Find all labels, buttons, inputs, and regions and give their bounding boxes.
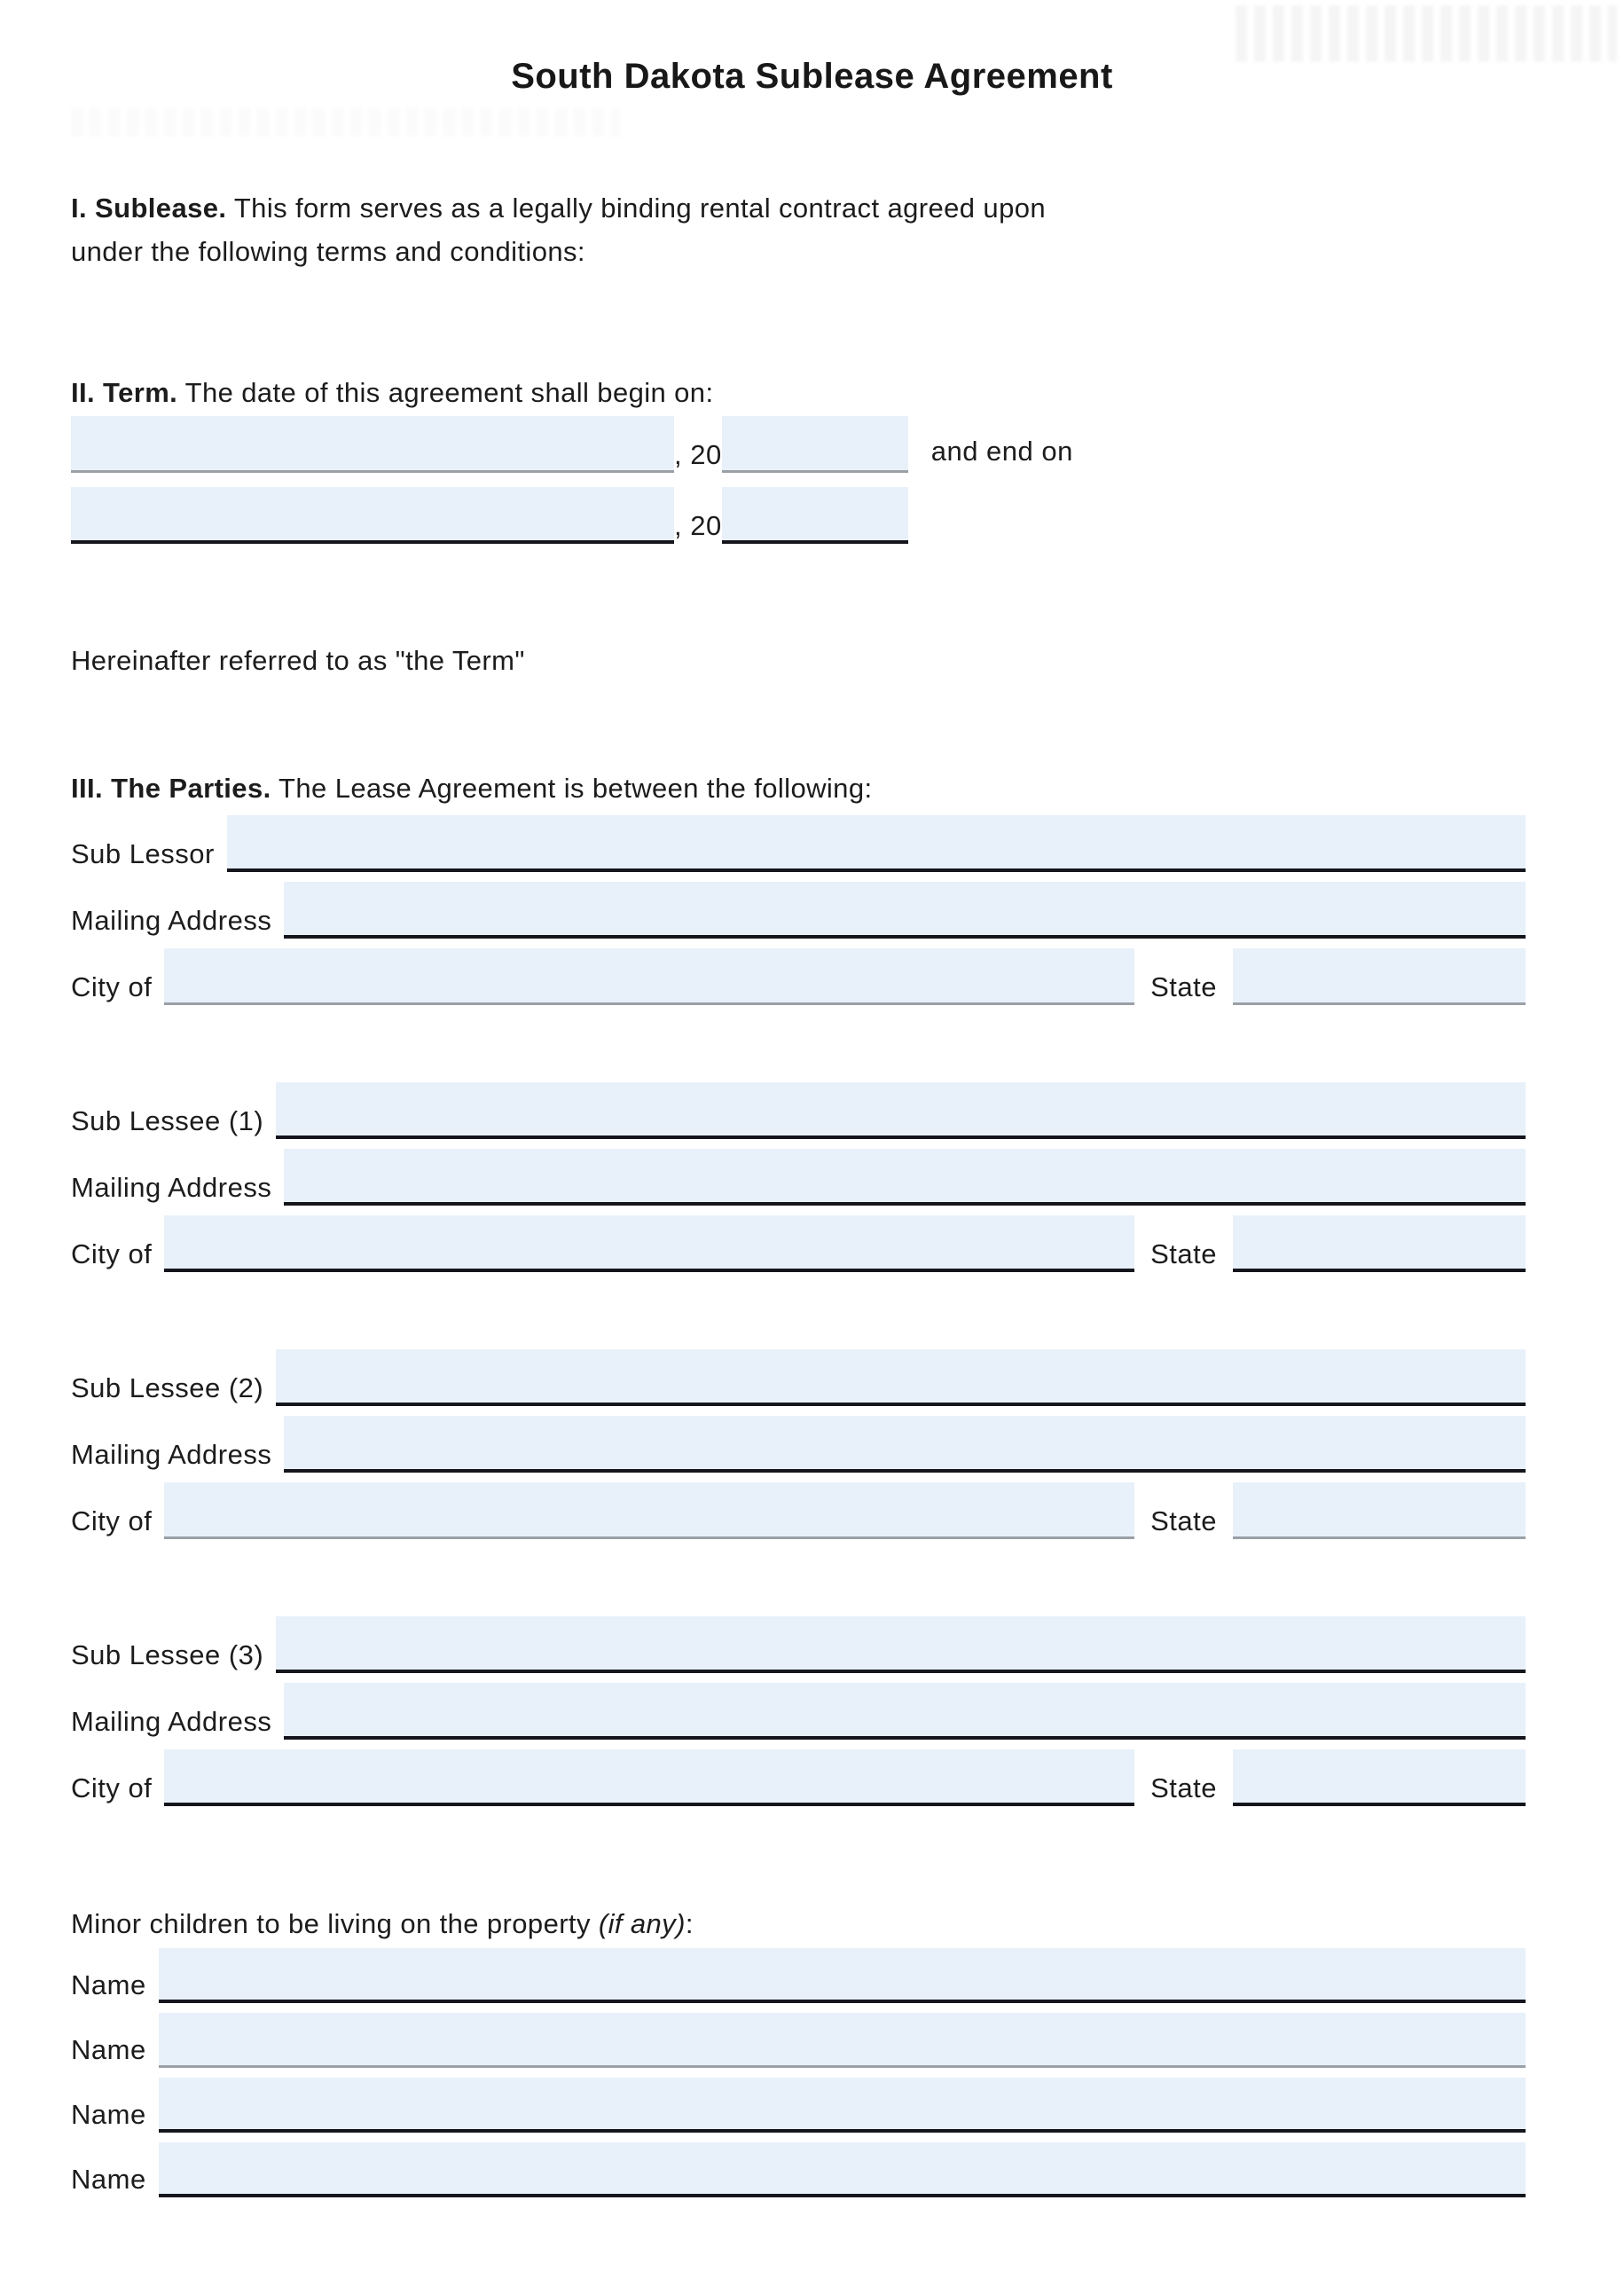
party-name-row bbox=[71, 1340, 1526, 1406]
party-name-row bbox=[71, 1607, 1526, 1673]
sub-lessee-1-name-field[interactable] bbox=[276, 1082, 1526, 1139]
hereinafter-note: Hereinafter referred to as "the Term" bbox=[71, 645, 525, 676]
term-begin-row bbox=[71, 416, 1526, 473]
name-label: Name bbox=[71, 2099, 146, 2130]
sub-lessor-city-field[interactable] bbox=[164, 948, 1134, 1005]
city-state-row bbox=[71, 939, 1526, 1005]
sub-lessor-state-field[interactable] bbox=[1233, 948, 1526, 1005]
section-term-heading: II. Term. bbox=[71, 377, 178, 408]
section-sublease-heading: I. Sublease. bbox=[71, 193, 227, 224]
sub-lessee-2-city-field[interactable] bbox=[164, 1482, 1134, 1539]
sub-lessee-3-name-field[interactable] bbox=[276, 1616, 1526, 1673]
mailing-address-row bbox=[71, 1673, 1526, 1740]
minor-children-prefix: Minor children to be living on the property bbox=[71, 1908, 599, 1939]
section-sublease bbox=[71, 186, 1490, 273]
party-name-label: Sub Lessee (1) bbox=[71, 1105, 264, 1136]
party-name-label: Sub Lessor bbox=[71, 838, 215, 869]
name-row bbox=[71, 2133, 1526, 2197]
term-begin-year-prefix: , 20 bbox=[674, 439, 722, 470]
term-begin-year-field[interactable] bbox=[722, 416, 908, 473]
city-of-label: City of bbox=[71, 1505, 153, 1536]
sub-lessee-1-mailing-address-field[interactable] bbox=[284, 1149, 1526, 1206]
sub-lessee-2-state-field[interactable] bbox=[1233, 1482, 1526, 1539]
term-and-end-on-label: and end on bbox=[930, 436, 1073, 467]
mailing-address-row bbox=[71, 1406, 1526, 1473]
section-parties-heading-line bbox=[71, 766, 872, 810]
mailing-address-row bbox=[71, 1139, 1526, 1206]
sub-lessee-2-mailing-address-field[interactable] bbox=[284, 1416, 1526, 1473]
minor-name-2-field[interactable] bbox=[159, 2013, 1526, 2068]
sub-lessee-1-state-field[interactable] bbox=[1233, 1215, 1526, 1272]
party-block-sub-lessee-1 bbox=[71, 1073, 1526, 1272]
party-block-sub-lessee-2 bbox=[71, 1340, 1526, 1539]
term-end-row bbox=[71, 487, 1526, 544]
sub-lessee-1-city-field[interactable] bbox=[164, 1215, 1134, 1272]
name-row bbox=[71, 2003, 1526, 2068]
name-label: Name bbox=[71, 2034, 146, 2065]
section-parties-heading: III. The Parties. bbox=[71, 773, 271, 804]
minor-name-1-field[interactable] bbox=[159, 1948, 1526, 2003]
city-state-row bbox=[71, 1206, 1526, 1272]
state-label: State bbox=[1150, 971, 1217, 1002]
minor-children-names bbox=[71, 1938, 1526, 2197]
page-title: South Dakota Sublease Agreement bbox=[511, 57, 1113, 96]
party-block-sub-lessor bbox=[71, 805, 1526, 1005]
state-label: State bbox=[1150, 1238, 1217, 1269]
name-label: Name bbox=[71, 1969, 146, 2000]
parties-blocks bbox=[71, 805, 1526, 1874]
term-end-date-field[interactable] bbox=[71, 487, 674, 544]
term-end-year-prefix: , 20 bbox=[674, 510, 722, 541]
section-term-heading-line bbox=[71, 371, 713, 414]
mailing-address-label: Mailing Address bbox=[71, 905, 272, 936]
term-begin-date-field[interactable] bbox=[71, 416, 674, 473]
section-sublease-body: This form serves as a legally binding rental contract agreed upon bbox=[226, 193, 1046, 224]
term-end-year-field[interactable] bbox=[722, 487, 908, 544]
sub-lessee-3-state-field[interactable] bbox=[1233, 1749, 1526, 1806]
name-row bbox=[71, 2068, 1526, 2133]
minor-children-if-any: (if any) bbox=[598, 1908, 686, 1939]
mailing-address-label: Mailing Address bbox=[71, 1439, 272, 1470]
sub-lessor-mailing-address-field[interactable] bbox=[284, 882, 1526, 939]
mailing-address-row bbox=[71, 872, 1526, 939]
city-state-row bbox=[71, 1740, 1526, 1806]
scan-artifact bbox=[1236, 5, 1617, 62]
sub-lessor-name-field[interactable] bbox=[227, 815, 1526, 872]
sub-lessee-3-city-field[interactable] bbox=[164, 1749, 1134, 1806]
section-term-intro: The date of this agreement shall begin on: bbox=[177, 377, 714, 408]
city-of-label: City of bbox=[71, 971, 153, 1002]
party-block-sub-lessee-3 bbox=[71, 1607, 1526, 1806]
section-parties-intro: The Lease Agreement is between the following: bbox=[271, 773, 873, 804]
party-name-label: Sub Lessee (3) bbox=[71, 1639, 264, 1670]
scan-artifact bbox=[71, 108, 621, 137]
section-sublease-line1 bbox=[71, 186, 1490, 230]
city-of-label: City of bbox=[71, 1238, 153, 1269]
section-sublease-line2: under the following terms and conditions: bbox=[71, 236, 585, 267]
mailing-address-label: Mailing Address bbox=[71, 1172, 272, 1203]
party-name-label: Sub Lessee (2) bbox=[71, 1372, 264, 1403]
minor-name-3-field[interactable] bbox=[159, 2078, 1526, 2133]
mailing-address-label: Mailing Address bbox=[71, 1706, 272, 1737]
party-name-row bbox=[71, 1073, 1526, 1139]
name-row bbox=[71, 1938, 1526, 2003]
minor-name-4-field[interactable] bbox=[159, 2142, 1526, 2197]
city-of-label: City of bbox=[71, 1772, 153, 1803]
state-label: State bbox=[1150, 1772, 1217, 1803]
party-name-row bbox=[71, 805, 1526, 872]
city-state-row bbox=[71, 1473, 1526, 1539]
minor-children-suffix: : bbox=[685, 1908, 694, 1939]
sub-lessee-2-name-field[interactable] bbox=[276, 1349, 1526, 1406]
name-label: Name bbox=[71, 2164, 146, 2195]
sub-lessee-3-mailing-address-field[interactable] bbox=[284, 1683, 1526, 1740]
state-label: State bbox=[1150, 1505, 1217, 1536]
